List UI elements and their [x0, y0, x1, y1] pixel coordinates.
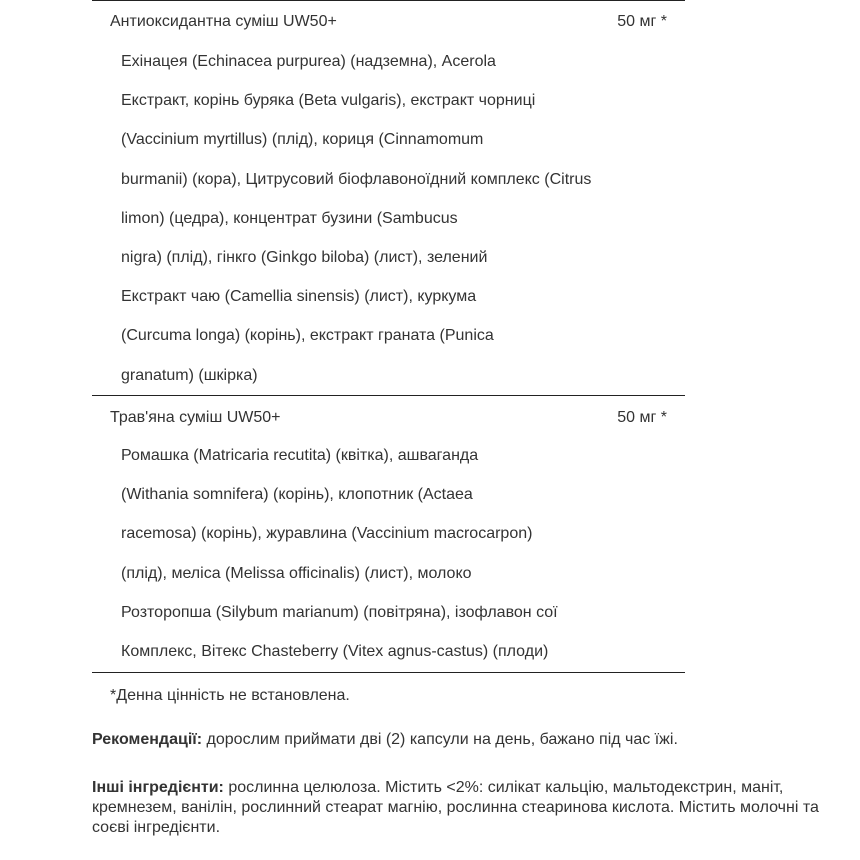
ingredient-line: Розторопша (Silybum marianum) (повітряна), ізофлавон сої: [121, 603, 558, 621]
recommendations-text: дорослим приймати дві (2) капсули на день, бажано під час їжі.: [202, 731, 678, 748]
blend-name: Антиоксидантна суміш UW50+: [110, 13, 337, 30]
ingredient-line: Комплекс, Вітекс Chasteberry (Vitex agnus-castus) (плоди): [121, 642, 549, 660]
ingredient-line: Екстракт, корінь буряка (Beta vulgaris), екстракт чорниці: [121, 92, 536, 110]
ingredient-line: granatum) (шкірка): [121, 366, 258, 384]
ingredient-line: racemosa) (корінь), журавлина (Vaccinium macrocarpon): [121, 525, 533, 543]
blend-amount: 50 мг *: [617, 409, 667, 426]
ingredient-line: (Curcuma longa) (корінь), екстракт граната (Punica: [121, 327, 494, 345]
ingredient-line: Екстракт чаю (Camellia sinensis) (лист), куркума: [121, 288, 477, 306]
recommendations-paragraph: [92, 730, 832, 750]
blend-divider: [92, 395, 685, 396]
blend-amount: 50 мг *: [617, 13, 667, 30]
ingredient-line: nigra) (плід), гінкго (Ginkgo biloba) (лист), зелений: [121, 248, 488, 266]
daily-value-footnote: *Денна цінність не встановлена.: [110, 687, 350, 704]
ingredient-line: Ехінацея (Echinacea purpurea) (надземна), Acerola: [121, 53, 496, 70]
blend-ingredients-herbal: [121, 446, 558, 681]
blend-name: Трав'яна суміш UW50+: [110, 409, 281, 426]
bottom-rule: [92, 672, 685, 673]
recommendations-label: Рекомендації:: [92, 731, 203, 748]
ingredient-line: (плід), меліса (Melissa officinalis) (лист), молоко: [121, 564, 472, 582]
ingredient-line: (Vaccinium myrtillus) (плід), кориця (Cinnamomum: [121, 131, 484, 149]
top-rule: [92, 0, 685, 1]
ingredient-line: limon) (цедра), концентрат бузини (Sambucus: [121, 209, 458, 227]
other-ingredients-text: рослинна целюлоза. Містить <2%: силікат кальцію, мальтодекстрин, маніт, кремнезем, ванілін, рослинний стеарат магнію, рослинна стеаринова кислота. Містить молочні та соєві інгредієнти.: [92, 779, 819, 836]
blend-ingredients-antioxidant: [121, 52, 591, 405]
ingredient-line: Ромашка (Matricaria recutita) (квітка), ашваганда: [121, 447, 479, 464]
other-ingredients-paragraph: [92, 778, 832, 838]
ingredient-line: (Withania somnifera) (корінь), клопотник (Actaea: [121, 486, 473, 504]
other-ingredients-label: Інші інгредієнти:: [92, 779, 224, 796]
ingredient-line: burmanii) (кора), Цитрусовий біофлавоноїдний комплекс (Citrus: [121, 170, 592, 188]
